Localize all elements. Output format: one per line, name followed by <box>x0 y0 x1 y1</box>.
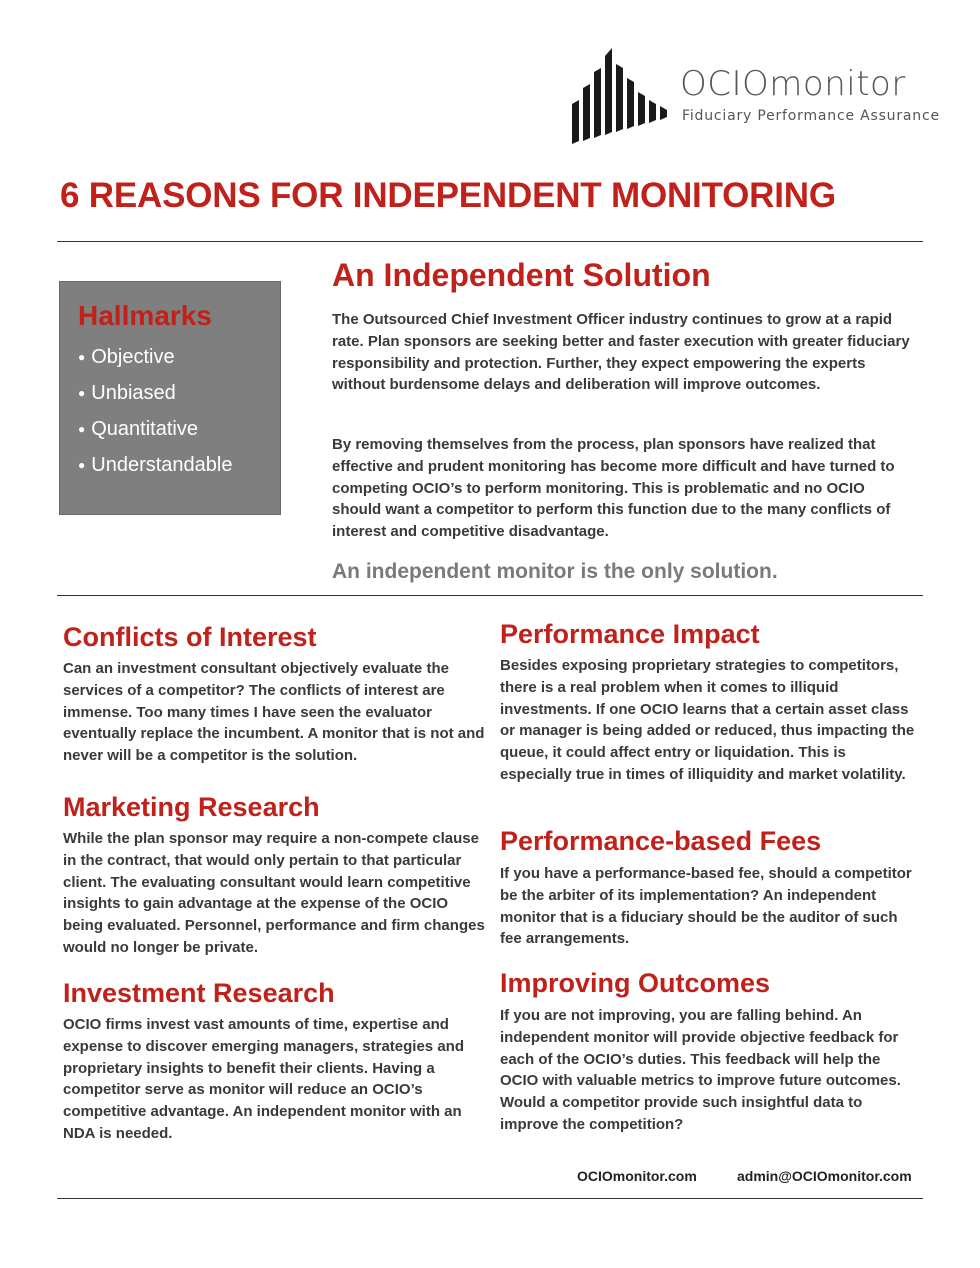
hallmarks-item <box>78 452 232 488</box>
investment-heading: Investment Research <box>63 978 335 1008</box>
fees-body: If you have a performance-based fee, should a competitor be the arbiter of its implementation? An independent monitor that is a fiduciary should be the auditor of such fee arrangements. <box>500 865 912 948</box>
logo-tagline: Fiduciary Performance Assurance <box>682 108 940 124</box>
performance-heading: Performance Impact <box>500 619 760 649</box>
marketing-heading: Marketing Research <box>63 792 320 822</box>
fees-heading: Performance-based Fees <box>500 826 822 856</box>
hallmarks-item-label: Quantitative <box>91 418 198 440</box>
bullet-icon: ● <box>78 350 86 364</box>
bullet-icon: ● <box>78 458 86 472</box>
hallmarks-item-label: Unbiased <box>91 382 176 404</box>
solution-paragraph-2: By removing themselves from the process, plan sponsors have realized that effective and prudent monitoring has become more difficult and have turned to competing OCIO’s to perform monitoring. This is problematic and no OCIO should want a competitor to perform this function due to the many conflicts of interest and competitive disadvantage. <box>332 436 895 541</box>
bullet-icon: ● <box>78 386 86 400</box>
solution-heading: An Independent Solution <box>332 257 711 293</box>
bar-chart-logo-icon <box>570 44 674 148</box>
investment-body: OCIO firms invest vast amounts of time, expertise and expense to discover emerging managers, strategies and proprietary insights to benefit their clients. Having a competitor serve as monitor will reduce an OCIO’s competitive advantage. An independent monitor with an NDA is needed. <box>63 1016 464 1142</box>
marketing-body: While the plan sponsor may require a non-compete clause in the contract, that would only pertain to that particular client. The evaluating consultant would learn competitive insights to gain advantage at the expense of the OCIO being evaluated. Personnel, performance and firm changes would no longer be private. <box>63 830 485 956</box>
logo-name: OCIOmonitor <box>680 64 906 104</box>
hallmarks-item <box>78 344 232 380</box>
solution-paragraph-1: The Outsourced Chief Investment Officer industry continues to grow at a rapid rate. Plan sponsors are seeking better and faster execution with greater fiduciary responsibility and protection. Further, they expect empowering the experts without burdensome delays and deliberation will improve outcomes. <box>332 311 910 394</box>
company-logo <box>570 44 940 148</box>
bullet-icon: ● <box>78 422 86 436</box>
section-divider <box>57 595 923 596</box>
outcomes-body: If you are not improving, you are falling behind. An independent monitor will provide objective feedback for each of the OCIO’s duties. This feedback will help the OCIO with valuable metrics to improve future outcomes. Would a competitor provide such insightful data to improve the competition? <box>500 1007 901 1133</box>
hallmarks-item <box>78 416 232 452</box>
hallmarks-list <box>78 344 232 488</box>
email-link[interactable]: admin@OCIOmonitor.com <box>737 1168 912 1184</box>
solution-tagline: An independent monitor is the only solution. <box>332 560 778 583</box>
hallmarks-box <box>59 281 281 515</box>
hallmarks-item <box>78 380 232 416</box>
title-divider <box>57 241 923 242</box>
website-link[interactable]: OCIOmonitor.com <box>577 1168 697 1184</box>
conflicts-body: Can an investment consultant objectively evaluate the services of a competitor? The conflicts of interest are immense. Too many times I have seen the evaluator eventually replace the incumbent. A monitor that is not and never will be a competitor is the solution. <box>63 660 485 765</box>
conflicts-heading: Conflicts of Interest <box>63 622 317 652</box>
footer-divider <box>57 1198 923 1199</box>
performance-body: Besides exposing proprietary strategies to competitors, there is a real problem when it comes to illiquid investments. If one OCIO learns that a certain asset class or manager is being added or reduced, thus impacting the queue, it could affect entry or liquidation. This is especially true in times of illiquidity and market volatility. <box>500 657 915 783</box>
outcomes-heading: Improving Outcomes <box>500 968 771 998</box>
hallmarks-item-label: Understandable <box>91 454 233 476</box>
hallmarks-title: Hallmarks <box>78 300 212 331</box>
page-title: 6 REASONS FOR INDEPENDENT MONITORING <box>60 176 836 215</box>
hallmarks-item-label: Objective <box>91 346 175 368</box>
